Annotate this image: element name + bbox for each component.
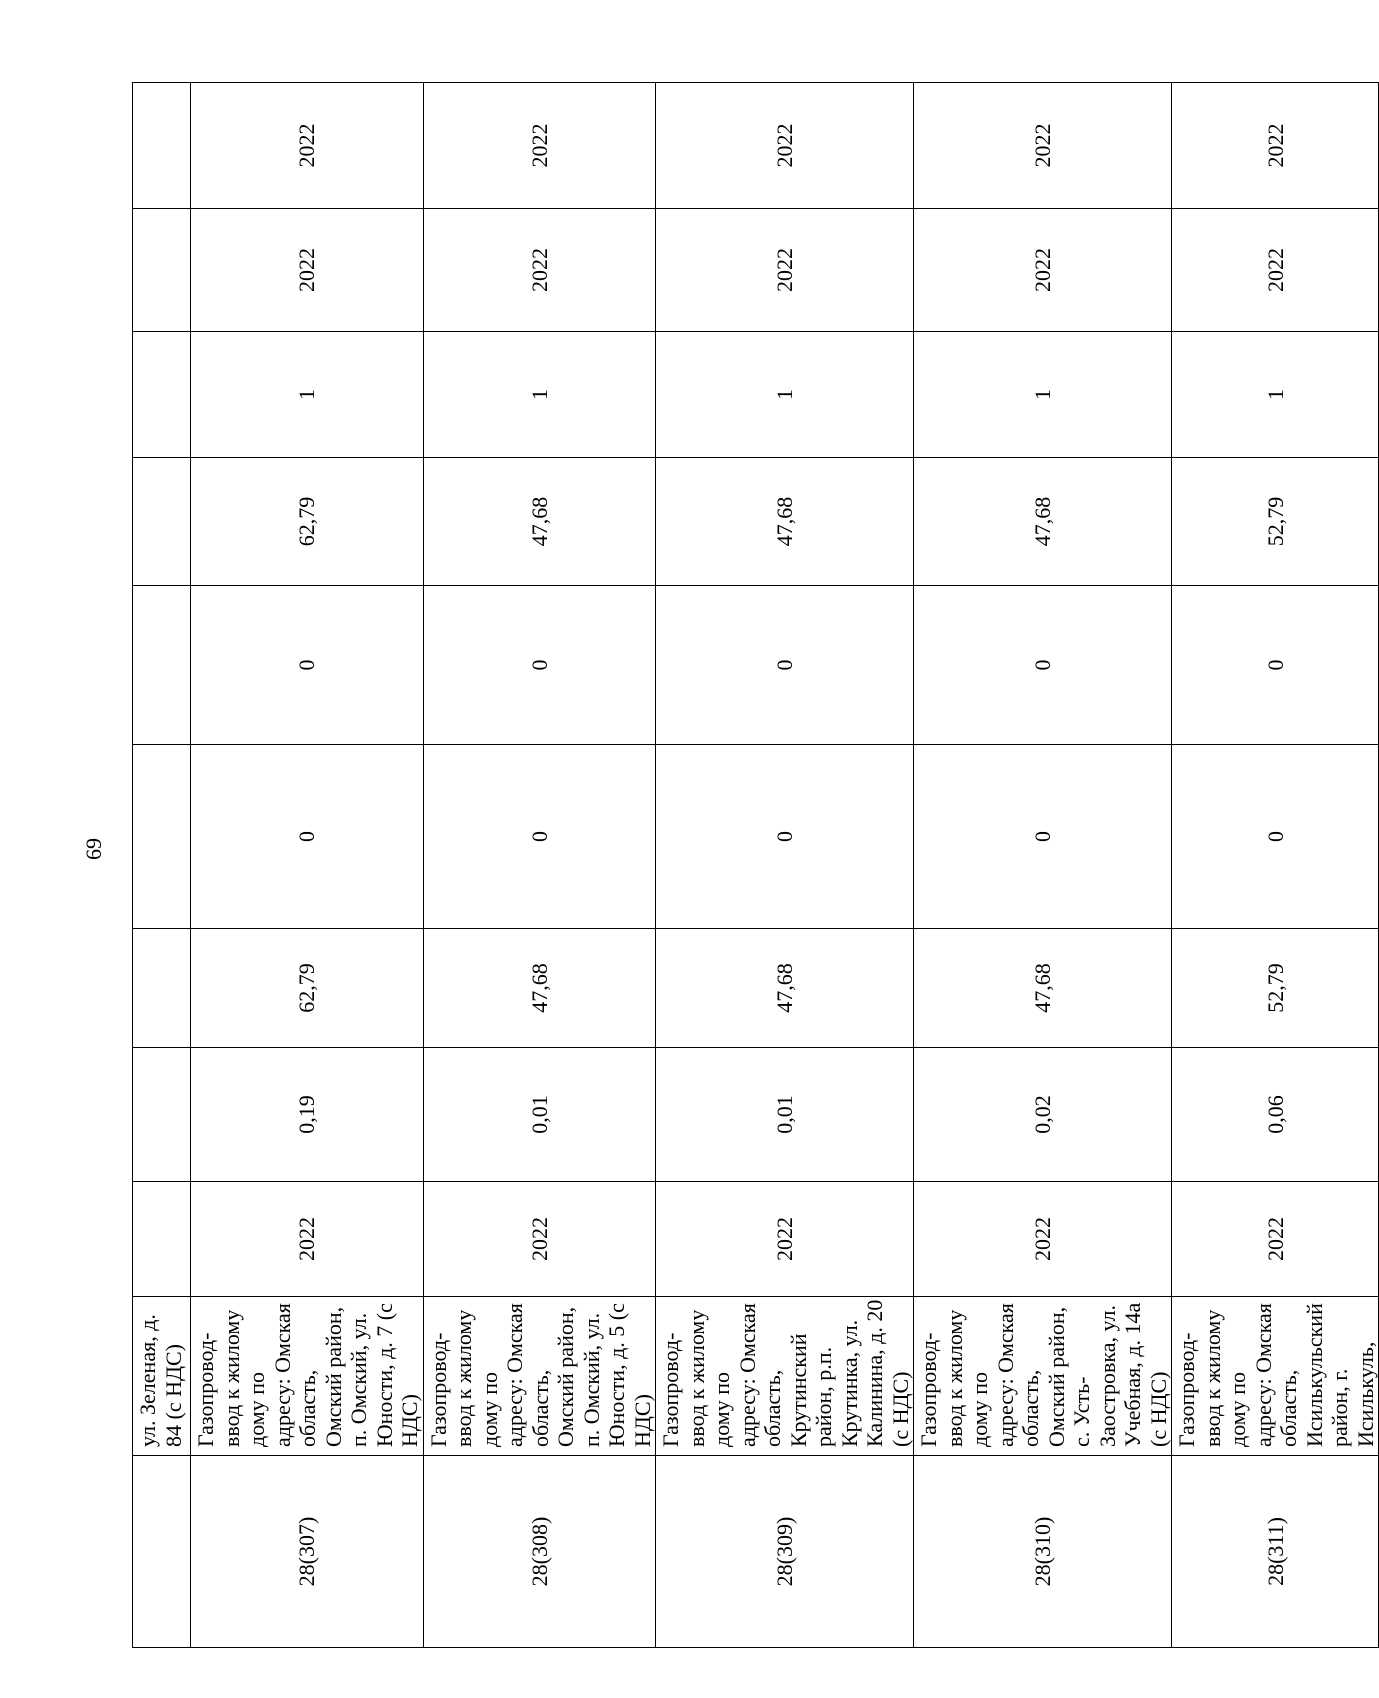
table-row (423, 83, 656, 1648)
cell-end (133, 83, 191, 209)
cell-c3 (133, 458, 191, 586)
cell-num (133, 1456, 191, 1648)
cell-num: 28(310) (914, 1456, 1172, 1648)
table-row (914, 83, 1172, 1648)
cell-end: 2022 (1172, 83, 1379, 209)
cell-address: ул. Зеленая, д. 84 (с НДС) (133, 1297, 191, 1456)
cell-count: 1 (914, 332, 1172, 458)
cell-year: 2022 (1172, 1182, 1379, 1297)
cell-cost: 47,68 (914, 929, 1172, 1048)
cell-count: 1 (423, 332, 656, 458)
cell-start (133, 209, 191, 332)
cell-c3: 47,68 (423, 458, 656, 586)
cell-num: 28(311) (1172, 1456, 1379, 1648)
cell-c3: 47,68 (656, 458, 914, 586)
cell-start: 2022 (423, 209, 656, 332)
cell-address: Газопровод-ввод к жилому дому по адресу: Омская область, Омский район, п. Омский, ул. Юности, д. 7 (с НДС) (191, 1297, 424, 1456)
cell-c2: 0 (656, 586, 914, 745)
cell-c1: 0 (191, 745, 424, 929)
cell-c2: 0 (1172, 586, 1379, 745)
page-number: 69 (81, 838, 106, 860)
cell-c2 (133, 586, 191, 745)
cell-c3: 52,79 (1172, 458, 1379, 586)
cell-length: 0,06 (1172, 1048, 1379, 1182)
cell-address: Газопровод-ввод к жилому дому по адресу: Омская область, Омский район, с. Усть-Заостровка, ул. Учебная, д. 14а (с НДС) (914, 1297, 1172, 1456)
cell-address: Газопровод-ввод к жилому дому по адресу: Омская область, Омский район, п. Омский, ул. Юности, д. 5 (с НДС) (423, 1297, 656, 1456)
cell-c1: 0 (914, 745, 1172, 929)
cell-length: 0,02 (914, 1048, 1172, 1182)
cell-c2: 0 (914, 586, 1172, 745)
cell-count: 1 (191, 332, 424, 458)
cell-end: 2022 (656, 83, 914, 209)
cell-c1 (133, 745, 191, 929)
table-row (191, 83, 424, 1648)
cell-c2: 0 (191, 586, 424, 745)
cell-year: 2022 (423, 1182, 656, 1297)
cell-length: 0,01 (423, 1048, 656, 1182)
cell-cost: 52,79 (1172, 929, 1379, 1048)
cell-year: 2022 (914, 1182, 1172, 1297)
table-row (656, 83, 914, 1648)
cell-year: 2022 (656, 1182, 914, 1297)
table-row (1172, 83, 1379, 1648)
cell-cost: 47,68 (656, 929, 914, 1048)
cell-c2: 0 (423, 586, 656, 745)
cell-num: 28(308) (423, 1456, 656, 1648)
cell-end: 2022 (914, 83, 1172, 209)
cell-year (133, 1182, 191, 1297)
cell-cost (133, 929, 191, 1048)
table-row-continuation (133, 83, 191, 1648)
cell-end: 2022 (423, 83, 656, 209)
cell-num: 28(309) (656, 1456, 914, 1648)
cell-cost: 62,79 (191, 929, 424, 1048)
cell-length (133, 1048, 191, 1182)
cell-length: 0,19 (191, 1048, 424, 1182)
cell-num: 28(307) (191, 1456, 424, 1648)
cell-c3: 47,68 (914, 458, 1172, 586)
cell-c1: 0 (656, 745, 914, 929)
cell-c3: 62,79 (191, 458, 424, 586)
cell-count: 1 (656, 332, 914, 458)
cell-count: 1 (1172, 332, 1379, 458)
cell-cost: 47,68 (423, 929, 656, 1048)
cell-count (133, 332, 191, 458)
cell-address: Газопровод-ввод к жилому дому по адресу: Омская область, Исилькульский район, г. Исилькуль, (1172, 1297, 1379, 1456)
cell-start: 2022 (656, 209, 914, 332)
cell-start: 2022 (914, 209, 1172, 332)
cell-end: 2022 (191, 83, 424, 209)
rotated-table-container (132, 123, 1378, 1648)
cell-c1: 0 (1172, 745, 1379, 929)
cell-year: 2022 (191, 1182, 424, 1297)
cell-c1: 0 (423, 745, 656, 929)
data-table (132, 82, 1379, 1648)
cell-start: 2022 (191, 209, 424, 332)
cell-address: Газопровод-ввод к жилому дому по адресу: Омская область, Крутинский район, р.п. Крутинка, ул. Калинина, д. 20 (с НДС) (656, 1297, 914, 1456)
cell-start: 2022 (1172, 209, 1379, 332)
cell-length: 0,01 (656, 1048, 914, 1182)
